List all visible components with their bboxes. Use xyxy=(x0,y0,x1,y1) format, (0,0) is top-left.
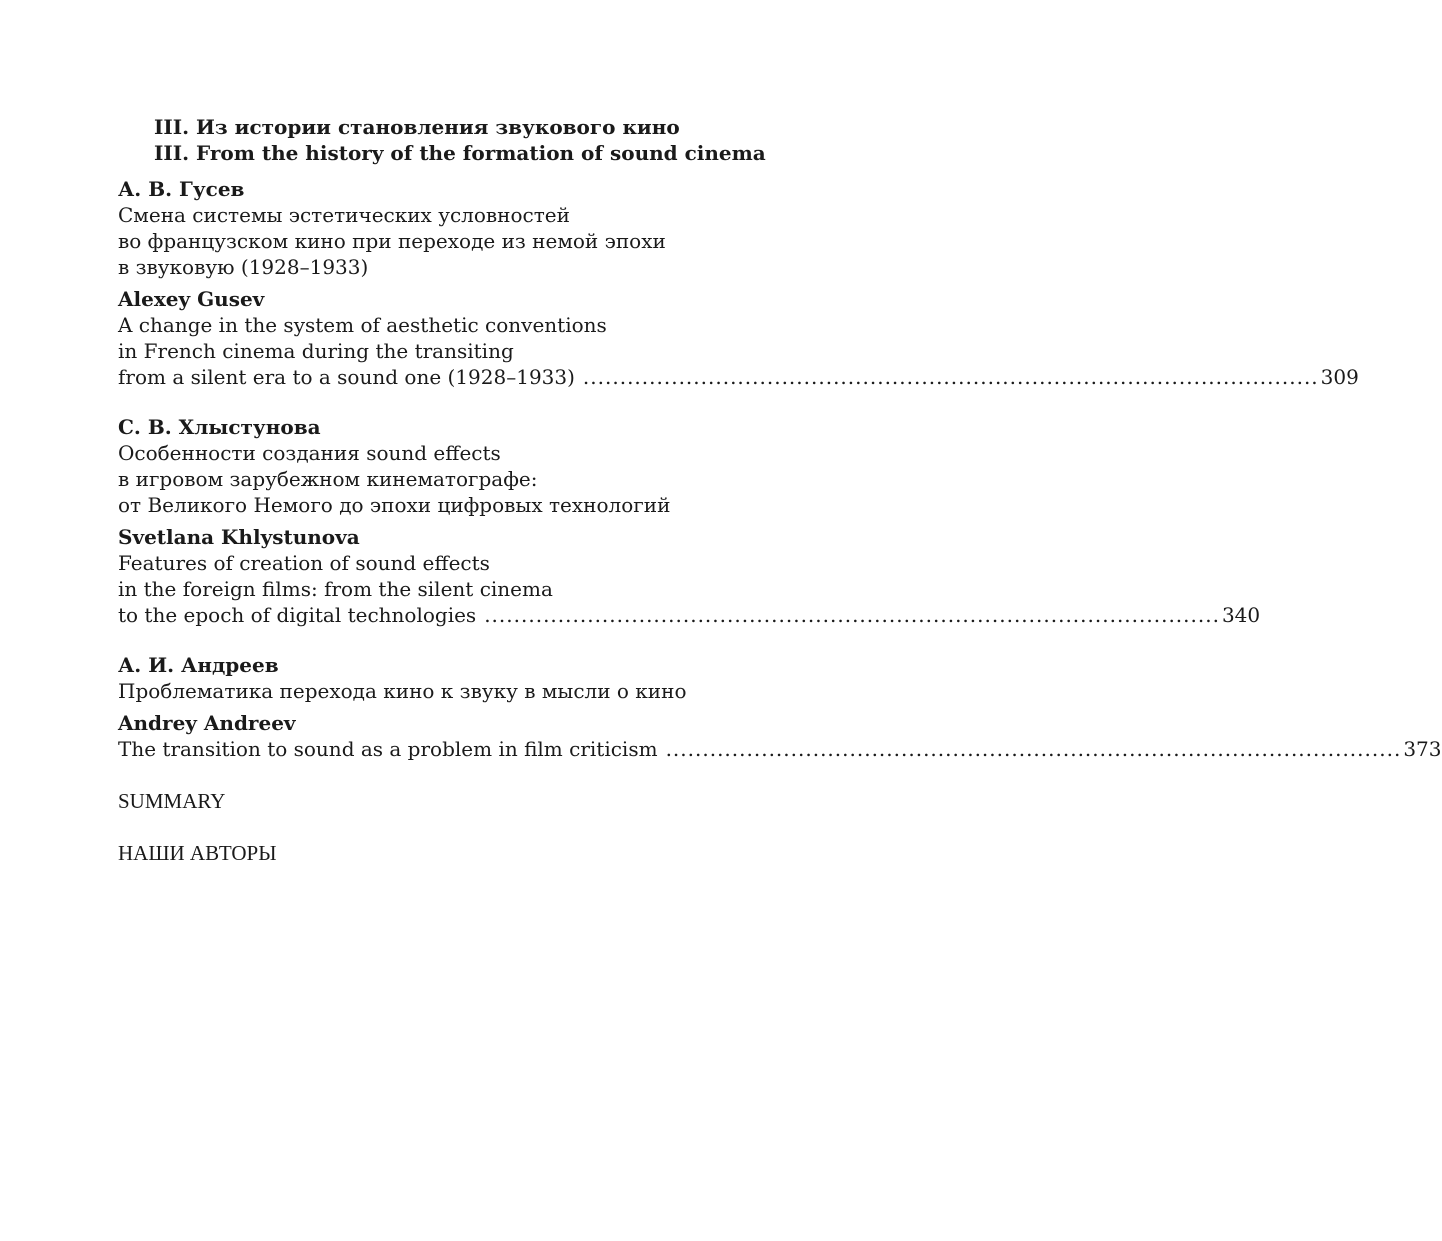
author-ru: А. В. Гусев xyxy=(118,177,245,201)
section-title-en: III. From the history of the formation of sound cinema xyxy=(154,141,766,165)
page-number: 340 xyxy=(1221,603,1261,627)
page-number: 373 xyxy=(1403,737,1442,761)
section-title-ru: III. Из истории становления звукового кино xyxy=(154,115,680,139)
title-en-line: in the foreign films: from the silent cinema xyxy=(118,577,553,601)
page-number: 309 xyxy=(1320,365,1359,389)
title-ru-line: от Великого Немого до эпохи цифровых технологий xyxy=(118,493,671,517)
title-en-line: A change in the system of aesthetic conventions xyxy=(118,313,607,337)
title-en-line: The transition to sound as a problem in film criticism xyxy=(118,737,658,761)
title-ru-line: Смена системы эстетических условностей xyxy=(118,203,570,227)
summary-link[interactable]: SUMMARY xyxy=(118,789,226,813)
toc-page-line[interactable] xyxy=(118,736,1442,762)
our-authors-link[interactable]: НАШИ АВТОРЫ xyxy=(118,841,277,865)
toc-page-line[interactable] xyxy=(118,602,1261,628)
title-ru-line: в игровом зарубежном кинематографе: xyxy=(118,467,538,491)
dot-leader: .................................................................................................... xyxy=(582,365,1319,389)
author-en: Svetlana Khlystunova xyxy=(118,525,360,549)
title-ru-line: во французском кино при переходе из немой эпохи xyxy=(118,229,666,253)
author-ru: С. В. Хлыстунова xyxy=(118,415,321,439)
title-en-line: from a silent era to a sound one (1928–1933) xyxy=(118,365,575,389)
section-heading xyxy=(118,114,798,166)
title-ru-line: Особенности создания sound effects xyxy=(118,441,501,465)
dot-leader: .................................................................................................... xyxy=(484,603,1220,627)
title-ru-line: в звуковую (1928–1933) xyxy=(118,255,369,279)
title-en-line: in French cinema during the transiting xyxy=(118,339,514,363)
author-en: Andrey Andreev xyxy=(118,711,296,735)
toc-entry-khlystunova xyxy=(118,414,1261,628)
toc-entry-andreev xyxy=(118,652,1442,762)
author-en: Alexey Gusev xyxy=(118,287,265,311)
title-en-line: Features of creation of sound effects xyxy=(118,551,490,575)
dot-leader: .................................................................................................... xyxy=(665,737,1402,761)
toc-entry-gusev xyxy=(118,176,1359,390)
toc-page-line[interactable] xyxy=(118,364,1359,390)
table-of-contents xyxy=(118,114,1442,866)
title-ru-line: Проблематика перехода кино к звуку в мысли о кино xyxy=(118,679,687,703)
author-ru: А. И. Андреев xyxy=(118,653,279,677)
title-en-line: to the epoch of digital technologies xyxy=(118,603,477,627)
